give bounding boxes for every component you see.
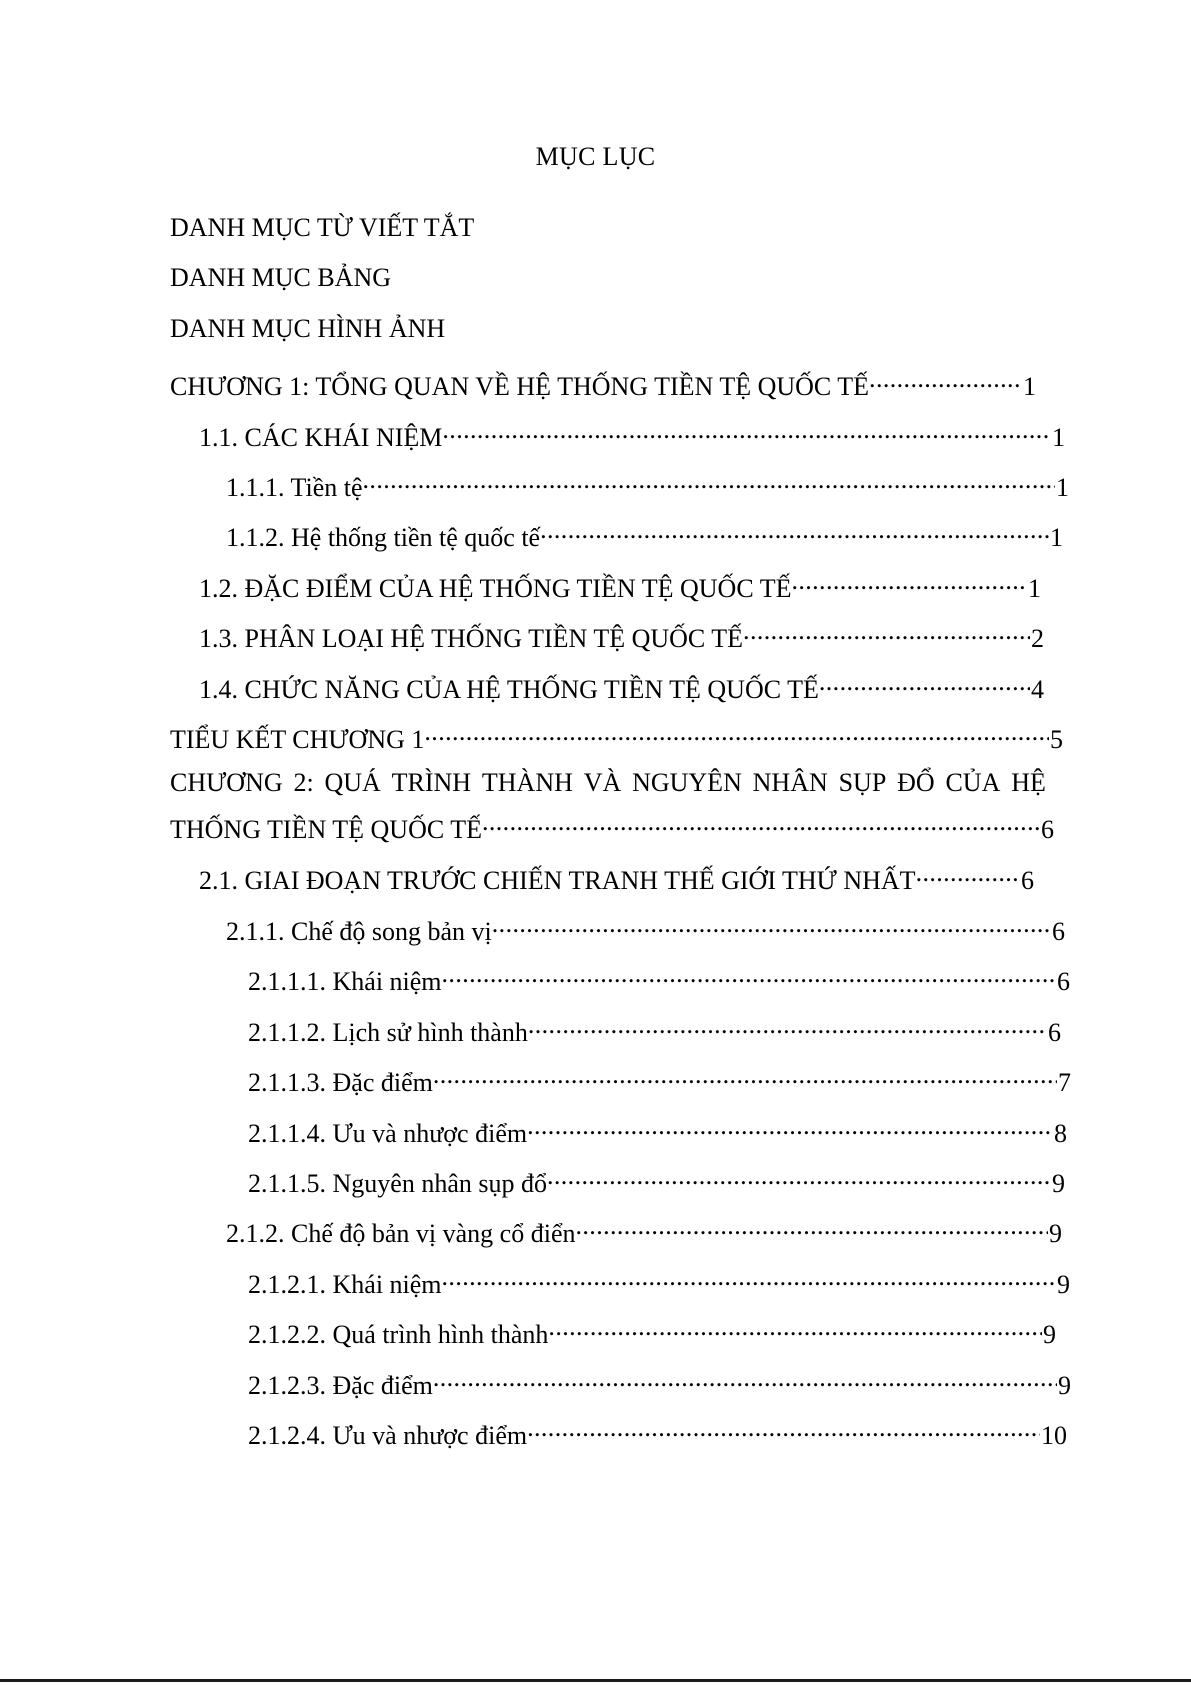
toc-entry-label: 1.4. CHỨC NĂNG CỦA HỆ THỐNG TIỀN TỆ QUỐC TẾ (199, 675, 819, 704)
toc-entry-2-1-2-1 (248, 1261, 1070, 1301)
toc-entry-1-1-2 (226, 514, 1063, 554)
toc-entry-2-1-2-3 (248, 1362, 1071, 1402)
dot-leader (547, 1160, 1051, 1192)
toc-entry-1-3 (199, 615, 1044, 655)
toc-page-number: 5 (1050, 725, 1063, 754)
toc-page-number: 6 (1048, 1018, 1061, 1047)
dot-leader (442, 414, 1051, 446)
dot-leader (433, 1059, 1057, 1091)
toc-entry-chapter-2-line1 (170, 767, 1046, 799)
word: NGUYÊN (632, 768, 742, 797)
toc-entry-2-1-1-2 (248, 1009, 1061, 1049)
toc-page-number: 7 (1058, 1068, 1071, 1097)
dot-leader (424, 716, 1049, 748)
toc-page-number: 1 (1050, 523, 1063, 552)
toc-entry-label: 2.1.2.4. Ưu và nhược điểm (248, 1421, 528, 1450)
toc-entry-label: 1.1.2. Hệ thống tiền tệ quốc tế (226, 523, 541, 552)
word: QUÁ (324, 768, 381, 797)
toc-entry-2-1-2-2 (248, 1311, 1056, 1351)
toc-entry-2-1-1 (226, 908, 1065, 948)
toc-entry-1-2 (199, 565, 1041, 605)
toc-entry-chapter-1 (170, 363, 1036, 403)
word: NHÂN (752, 768, 828, 797)
dot-leader (916, 857, 1020, 889)
toc-entry-chapter-1-summary (170, 716, 1063, 756)
toc-page-number: 4 (1031, 675, 1044, 704)
dot-leader (819, 666, 1030, 698)
toc-entry-1-1-1 (226, 464, 1069, 504)
toc-entry-2-1-2-4 (248, 1412, 1067, 1452)
dot-leader (548, 1311, 1042, 1343)
toc-entry-label: 1.1. CÁC KHÁI NIỆM (199, 423, 443, 452)
toc-entry-label: 1.1.1. Tiền tệ (226, 473, 363, 502)
word: HỆ (1011, 768, 1046, 797)
dot-leader (442, 958, 1056, 990)
toc-entry-2-1-2 (226, 1210, 1062, 1250)
toc-entry-label: 2.1.2.1. Khái niệm (248, 1270, 442, 1299)
toc-entry-label: TIỂU KẾT CHƯƠNG 1 (170, 725, 425, 754)
dot-leader (492, 908, 1051, 940)
toc-page-number: 6 (1041, 815, 1054, 844)
toc-entry-label: THỐNG TIỀN TỆ QUỐC TẾ (170, 815, 482, 844)
toc-page-number: 1 (1056, 473, 1069, 502)
toc-page-number: 6 (1021, 866, 1034, 895)
toc-page-number: 1 (1023, 372, 1036, 401)
toc-page-number: 9 (1058, 1371, 1071, 1400)
toc-page-number: 9 (1049, 1219, 1062, 1248)
toc-entry-1-1 (199, 414, 1065, 454)
toc-page-number: 6 (1052, 917, 1065, 946)
toc-entry-label: 2.1.2. Chế độ bản vị vàng cổ điển (226, 1219, 576, 1248)
dot-leader (527, 1110, 1053, 1142)
toc-entry-label: 2.1.1. Chế độ song bản vị (226, 917, 492, 946)
toc-entry-label: 2.1.1.4. Ưu và nhược điểm (248, 1119, 528, 1148)
word: VÀ (583, 768, 622, 797)
toc-page-number: 1 (1052, 423, 1065, 452)
toc-entry-label: 2.1.2.2. Quá trình hình thành (248, 1320, 549, 1349)
dot-leader (433, 1362, 1057, 1394)
toc-entry-label: 2.1. GIAI ĐOẠN TRƯỚC CHIẾN TRANH THẾ GIỚI THỨ NHẤT (199, 866, 916, 895)
word: CỦA (945, 768, 1001, 797)
dot-leader (791, 565, 1027, 597)
word: ĐỔ (897, 768, 935, 797)
dot-leader (482, 806, 1040, 838)
toc-page-number: 1 (1028, 574, 1041, 603)
toc-entry-2-1-1-4 (248, 1110, 1067, 1150)
toc-entry-abbreviations: DANH MỤC TỪ VIẾT TẮT (170, 213, 475, 242)
dot-leader (527, 1412, 1040, 1444)
toc-page-number: 9 (1052, 1169, 1065, 1198)
dot-leader (576, 1210, 1049, 1242)
dot-leader (442, 1261, 1056, 1293)
toc-page-number: 8 (1054, 1119, 1067, 1148)
toc-entry-label: 2.1.1.2. Lịch sử hình thành (248, 1018, 528, 1047)
word: THÀNH (481, 768, 573, 797)
toc-entry-label: CHƯƠNG 1: TỔNG QUAN VỀ HỆ THỐNG TIỀN TỆ QUỐC TẾ (170, 372, 870, 401)
toc-entry-2-1-1-1 (248, 958, 1070, 998)
toc-entry-chapter-2-line2 (170, 806, 1054, 846)
toc-entry-label: 2.1.1.3. Đặc điểm (248, 1068, 433, 1097)
toc-entry-label: 2.1.1.5. Nguyên nhân sụp đổ (248, 1169, 547, 1198)
toc-title: MỤC LỤC (535, 142, 656, 171)
dot-leader (528, 1009, 1047, 1041)
toc-page-number: 2 (1031, 624, 1044, 653)
word: CHƯƠNG (170, 768, 283, 797)
toc-entry-label: 1.3. PHÂN LOẠI HỆ THỐNG TIỀN TỆ QUỐC TẾ (199, 624, 744, 653)
toc-entry-tables: DANH MỤC BẢNG (170, 263, 392, 292)
toc-entry-2-1-1-3 (248, 1059, 1071, 1099)
toc-page-number: 9 (1057, 1270, 1070, 1299)
dot-leader (540, 514, 1049, 546)
word: SỤP (838, 768, 887, 797)
word: TRÌNH (391, 768, 472, 797)
toc-entry-2-1-1-5 (248, 1160, 1065, 1200)
toc-page-number: 9 (1043, 1320, 1056, 1349)
dot-leader (363, 464, 1055, 496)
toc-entry-2-1 (199, 857, 1034, 897)
toc-page-number: 6 (1057, 967, 1070, 996)
dot-leader (743, 615, 1030, 647)
toc-entry-1-4 (199, 666, 1044, 706)
toc-entry-label: 2.1.2.3. Đặc điểm (248, 1371, 433, 1400)
toc-page-number: 10 (1041, 1421, 1067, 1450)
dot-leader (869, 363, 1022, 395)
bottom-edge-rule (0, 1679, 1191, 1682)
toc-entry-label: 2.1.1.1. Khái niệm (248, 967, 442, 996)
toc-entry-figures: DANH MỤC HÌNH ẢNH (170, 314, 446, 343)
toc-entry-label: 1.2. ĐẶC ĐIỂM CỦA HỆ THỐNG TIỀN TỆ QUỐC TẾ (199, 574, 792, 603)
word: 2: (293, 768, 314, 797)
